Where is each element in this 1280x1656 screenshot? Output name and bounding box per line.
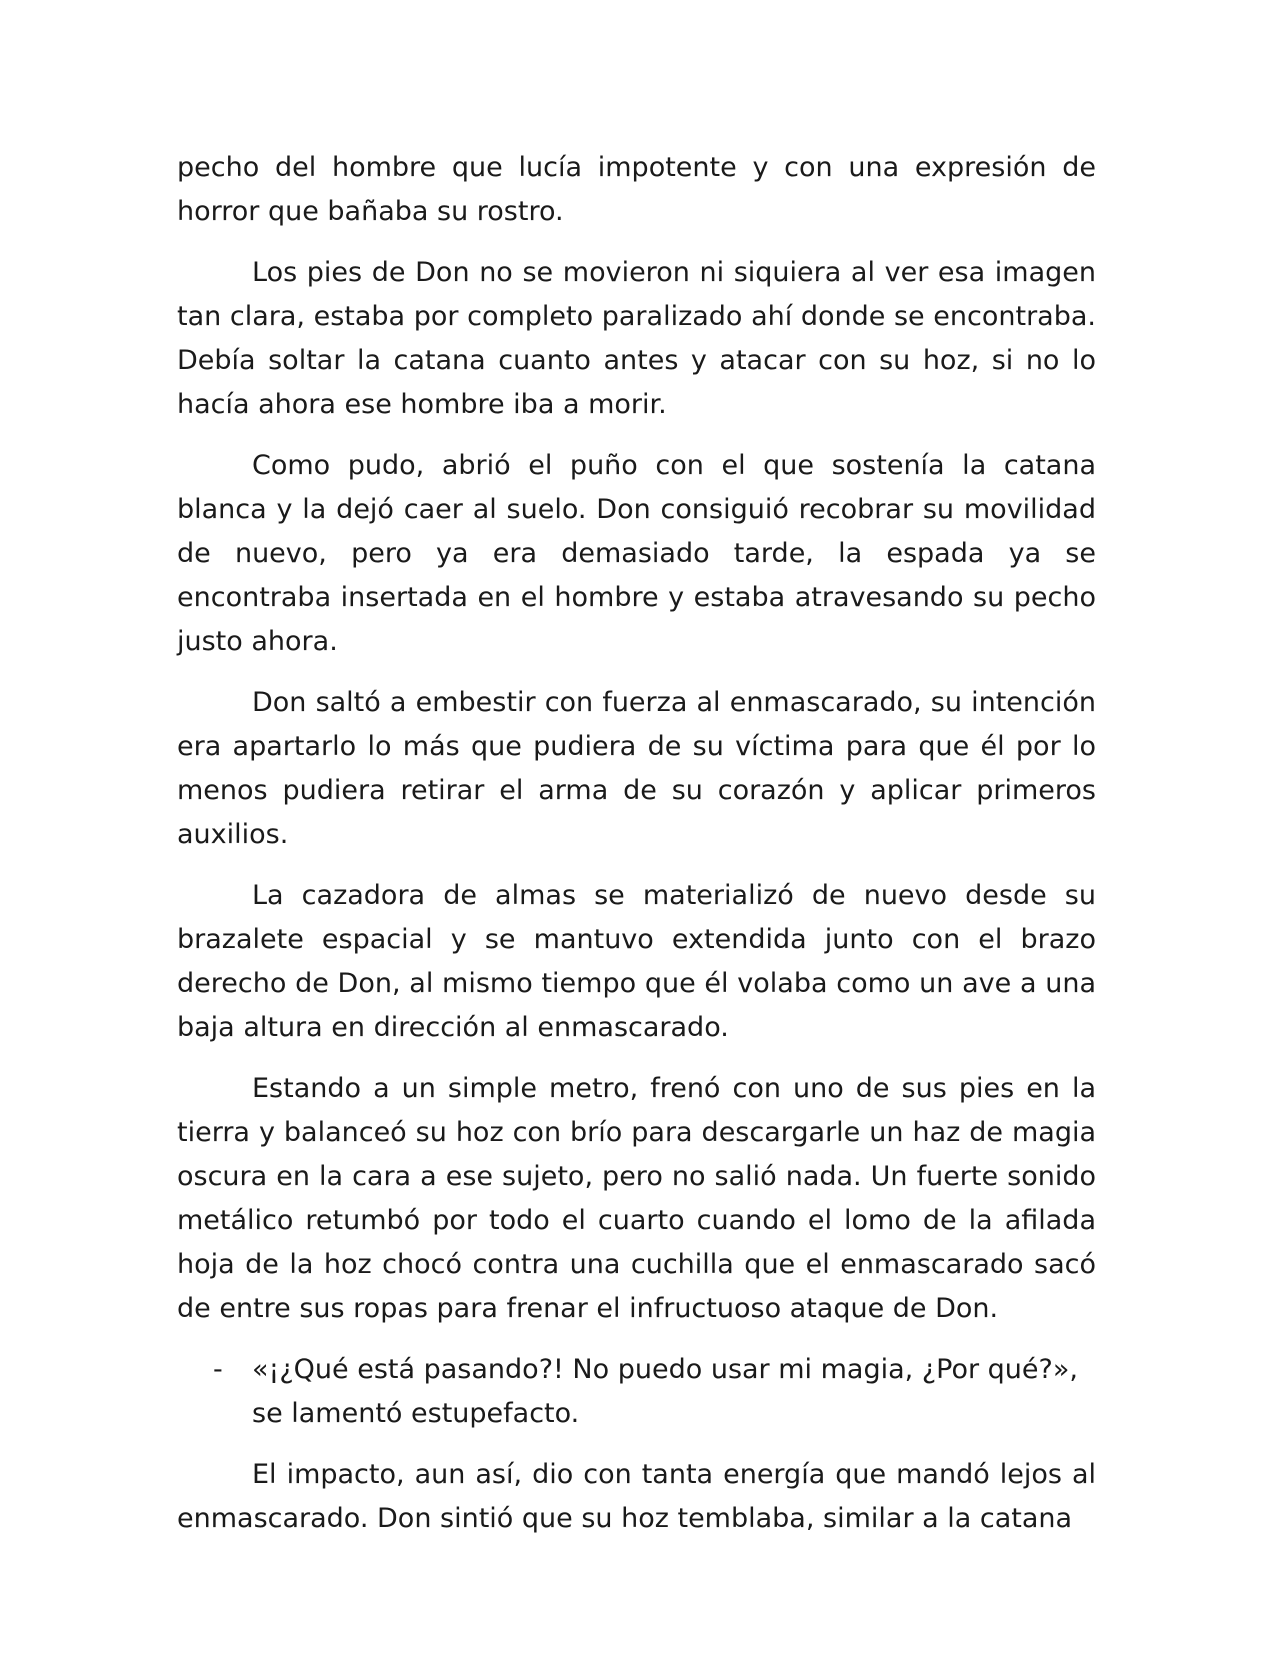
paragraph: La cazadora de almas se materializó de nuevo desde su brazalete espacial y se mantuvo extendida junto con el brazo derecho de Don, al mismo tiempo que él volaba como un ave a una baja altura en dirección al enmascarado. — [177, 880, 1096, 1043]
body-text — [177, 146, 1096, 1558]
dialogue-line — [177, 1348, 1096, 1436]
paragraph-continuation: pecho del hombre que lucía impotente y con una expresión de horror que bañaba su rostro. — [177, 152, 1096, 227]
paragraph: Los pies de Don no se movieron ni siquiera al ver esa imagen tan clara, estaba por completo paralizado ahí donde se encontraba. Debía soltar la catana cuanto antes y atacar con su hoz, si no lo hacía ahora ese hombre iba a morir. — [177, 257, 1096, 420]
paragraph: Como pudo, abrió el puño con el que sostenía la catana blanca y la dejó caer al suelo. Don consiguió recobrar su movilidad de nuevo, pero ya era demasiado tarde, la espada ya se encontraba insertada en el hombre y estaba atravesando su pecho justo ahora. — [177, 450, 1096, 657]
dialogue-dash: - — [213, 1354, 223, 1385]
paragraph: Don saltó a embestir con fuerza al enmascarado, su intención era apartarlo lo más que pudiera de su víctima para que él por lo menos pudiera retirar el arma de su corazón y aplicar primeros auxilios. — [177, 687, 1096, 850]
paragraph: El impacto, aun así, dio con tanta energía que mandó lejos al enmascarado. Don sintió que su hoz temblaba, similar a la catana — [177, 1459, 1096, 1534]
paragraph: Estando a un simple metro, frenó con uno de sus pies en la tierra y balanceó su hoz con brío para descargarle un haz de magia oscura en la cara a ese sujeto, pero no salió nada. Un fuerte sonido metálico retumbó por todo el cuarto cuando el lomo de la afilada hoja de la hoz chocó contra una cuchilla que el enmascarado sacó de entre sus ropas para frenar el infructuoso ataque de Don. — [177, 1073, 1096, 1324]
dialogue-text: «¡¿Qué está pasando?! No puedo usar mi magia, ¿Por qué?», se lamentó estupefacto. — [252, 1354, 1078, 1429]
